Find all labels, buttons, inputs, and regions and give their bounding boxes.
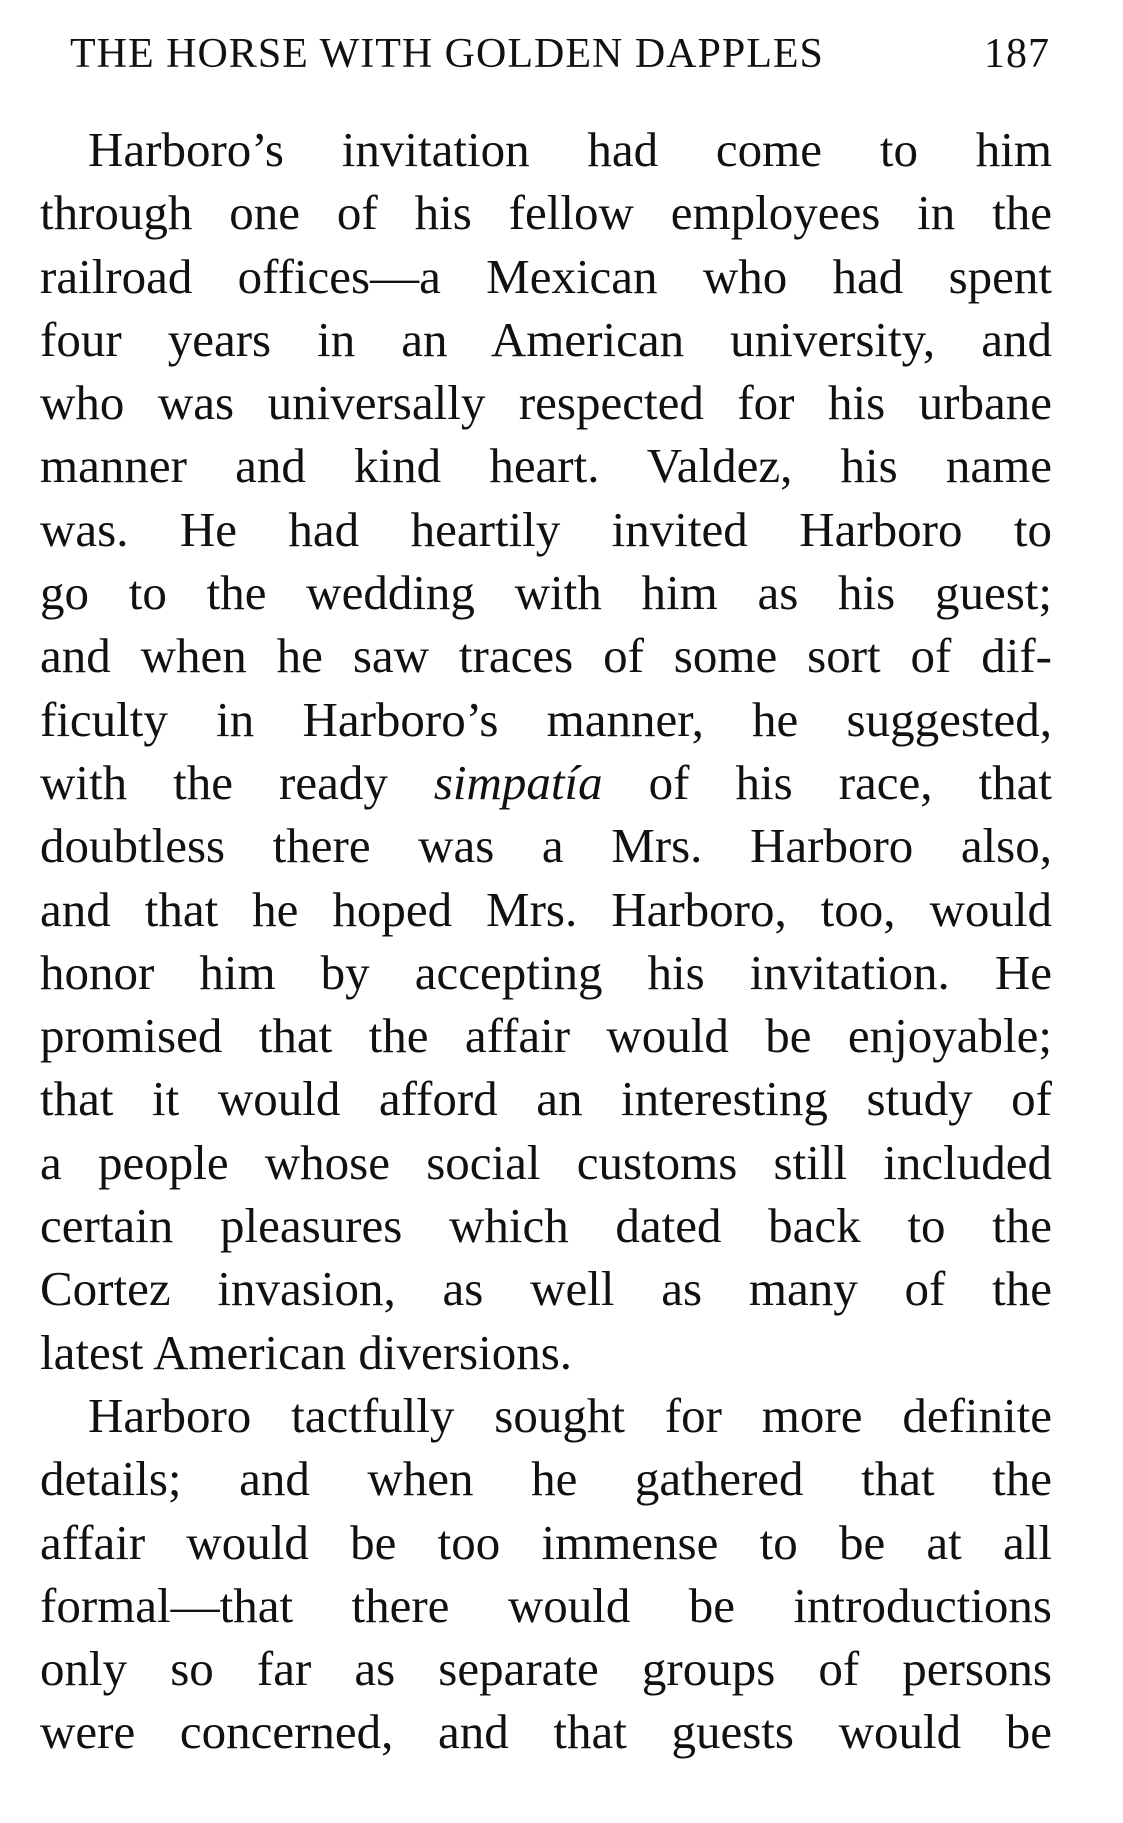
text-line: Harboro tactfully sought for more definite (88, 1387, 1052, 1443)
text-line: Harboro’s invitation had come to him (88, 122, 1052, 177)
text-line: promised that the affair would be enjoyable; (40, 1008, 1052, 1064)
text-segment: of his race, that (602, 754, 1052, 810)
text-line: doubtless there was a Mrs. Harboro also, (40, 818, 1052, 874)
text-segment: with the ready (40, 754, 434, 810)
text-line: and when he saw traces of some sort of dif- (40, 628, 1052, 684)
text-line: latest American diversions. (40, 1324, 573, 1380)
text-line: formal—that there would be introductions (40, 1577, 1052, 1633)
text-line: manner and kind heart. Valdez, his name (40, 438, 1052, 494)
body-text (40, 118, 1052, 1764)
text-line-with-italic (40, 751, 1052, 814)
text-line: affair would be too immense to be at all (40, 1514, 1052, 1570)
text-line: was. He had heartily invited Harboro to (40, 501, 1052, 557)
text-line: who was universally respected for his urbane (40, 375, 1052, 431)
text-line: Cortez invasion, as well as many of the (40, 1261, 1052, 1317)
text-line: details; and when he gathered that the (40, 1451, 1052, 1507)
text-line: that it would afford an interesting study of (40, 1071, 1052, 1127)
text-line: were concerned, and that guests would be (40, 1704, 1052, 1760)
text-line: honor him by accepting his invitation. He (40, 944, 1052, 1000)
text-line: certain pleasures which dated back to the (40, 1198, 1052, 1254)
text-line: and that he hoped Mrs. Harboro, too, would (40, 881, 1052, 937)
running-head (70, 30, 1070, 90)
page-number: 187 (984, 31, 1050, 77)
text-line: four years in an American university, and (40, 311, 1052, 367)
text-line: ficulty in Harboro’s manner, he suggested, (40, 691, 1052, 747)
text-line: railroad offices—a Mexican who had spent (40, 248, 1052, 304)
italic-word: simpatía (433, 754, 603, 810)
running-title: THE HORSE WITH GOLDEN DAPPLES (70, 31, 824, 77)
text-line: a people whose social customs still included (40, 1134, 1052, 1190)
text-line: through one of his fellow employees in the (40, 185, 1052, 241)
text-line: go to the wedding with him as his guest; (40, 565, 1052, 621)
text-line: only so far as separate groups of persons (40, 1641, 1052, 1697)
